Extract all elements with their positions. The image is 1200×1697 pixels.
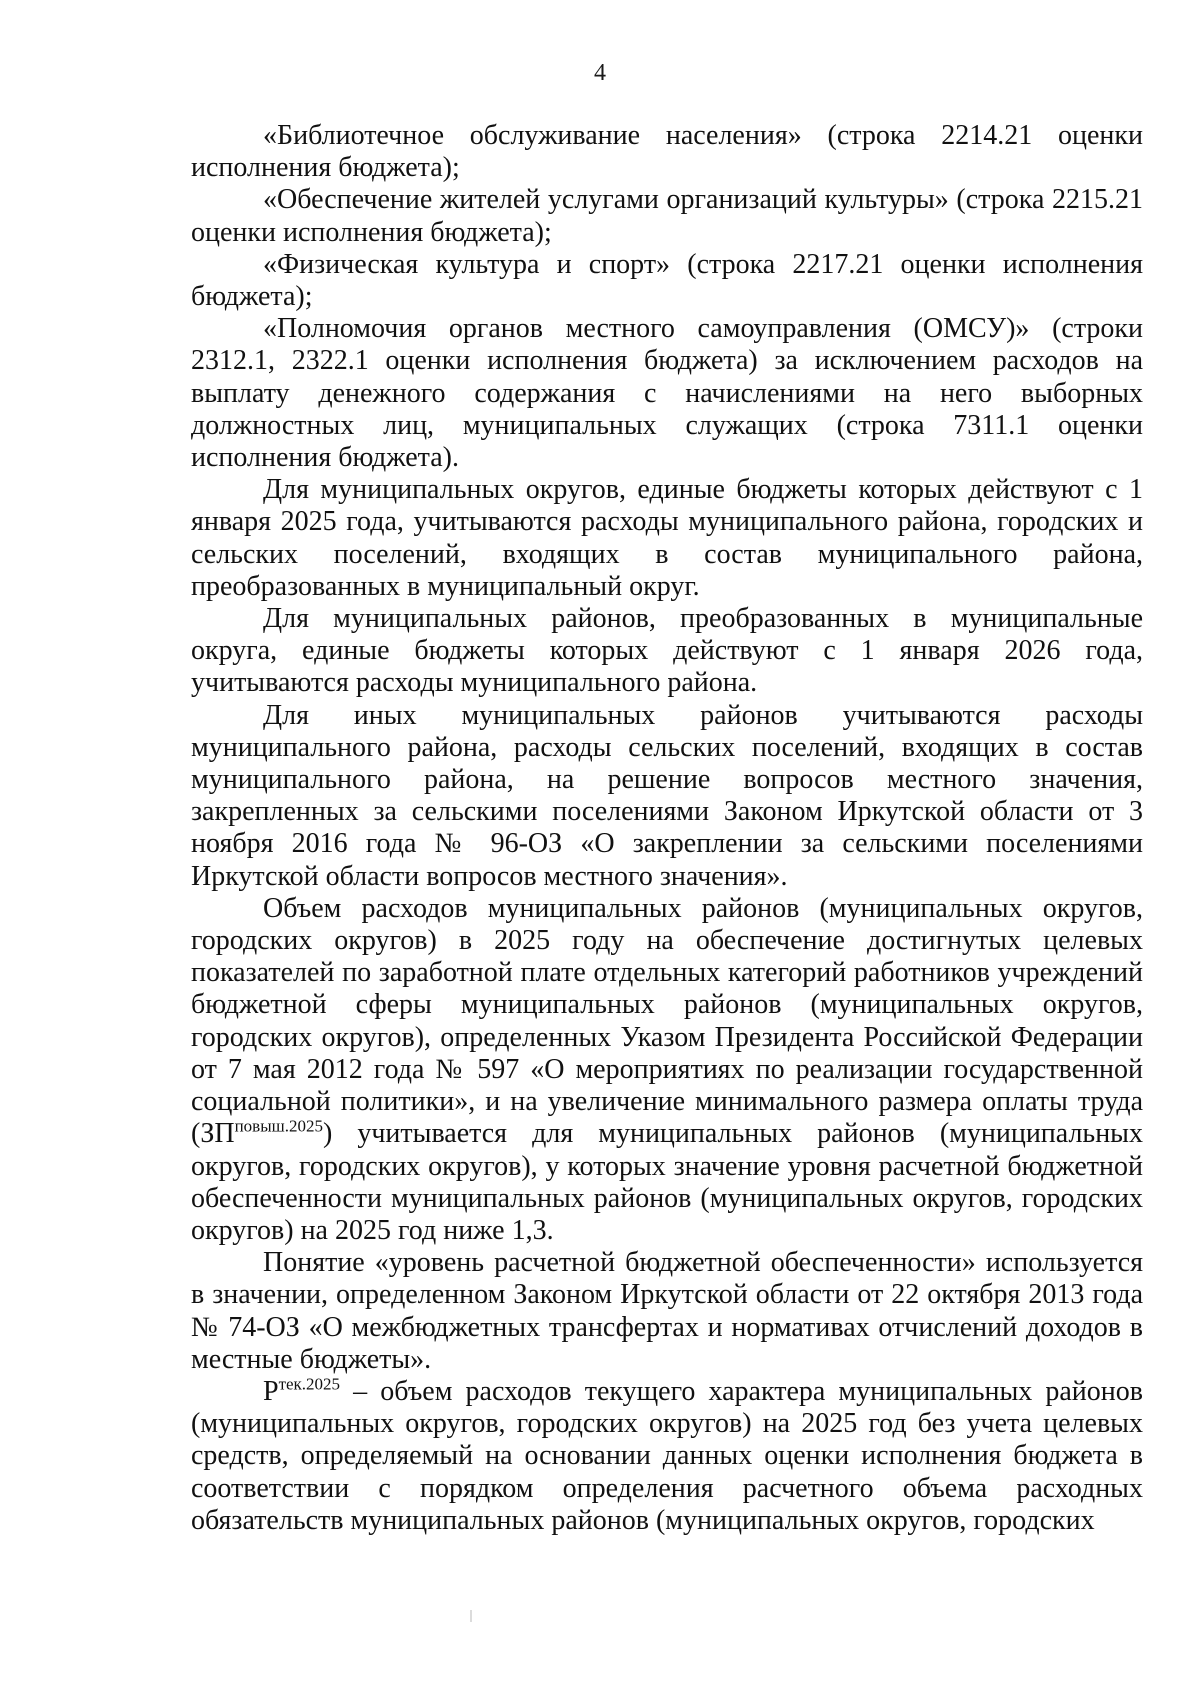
paragraph-current-expenses [191,1376,1143,1537]
zp-superscript: повыш.2025 [234,1116,323,1136]
paragraph-library-services: «Библиотечное обслуживание населения» (строка 2214.21 оценки исполнения бюджета); [191,120,1143,184]
paragraph-physical-culture: «Физическая культура и спорт» (строка 2217.21 оценки исполнения бюджета); [191,248,1143,313]
paragraph-municipal-okrugs-2025: Для муниципальных округов, единые бюджеты которых действуют с 1 января 2025 года, учитываются расходы муниципального района, городских и сельских поселений, входящих в состав муниципального района, преобразованных в муниципальный округ. [191,474,1143,602]
paragraph-omsu-powers: «Полномочия органов местного самоуправления (ОМСУ)» (строки 2312.1, 2322.1 оценки исполнения бюджета) за исключением расходов на выплату денежного содержания с начислениями на него выборных должностных лиц, муниципальных служащих (строка 7311.1 оценки исполнения бюджета). [191,313,1143,474]
paragraph-salary-expenses-after: ) учитывается для муниципальных районов (муниципальных округов, городских округов), у которых значение уровня расчетной бюджетной обеспеченности муниципальных районов (муниципальных округов, городских округов) на 2025 год ниже 1,3. [191,1118,1143,1246]
paragraph-budget-sufficiency-concept: Понятие «уровень расчетной бюджетной обеспеченности» используется в значении, определенном Законом Иркутской области от 22 октября 2013 года № 74-ОЗ «О межбюджетных трансфертах и нормативах отчислений доходов в местные бюджеты». [191,1247,1143,1375]
p-symbol: P [263,1375,279,1407]
p-superscript: тек.2025 [278,1374,341,1394]
paragraph-culture-services: «Обеспечение жителей услугами организаций культуры» (строка 2215.21 оценки исполнения бюджета); [191,184,1143,248]
paragraph-other-districts: Для иных муниципальных районов учитываются расходы муниципального района, расходы сельских поселений, входящих в состав муниципального района, на решение вопросов местного значения, закрепленных за сельскими поселениями Законом Иркутской области от 3 ноября 2016 года № 96-ОЗ «О закреплении за сельскими поселениями Иркутской области вопросов местного значения». [191,699,1143,892]
scan-artifact [470,1610,472,1622]
page-number: 4 [594,60,606,86]
paragraph-salary-expenses-before: Объем расходов муниципальных районов (муниципальных округов, городских округов) в 2025 году на обеспечение достигнутых целевых показателей по заработной плате отдельных категорий работников учреждений бюджетной сферы муниципальных районов (муниципальных округов, городских округов), определенных Указом Президента Российской Федерации от 7 мая 2012 года № 597 «О мероприятиях по реализации государственной социальной политики», и на увеличение минимального размера оплаты труда (ЗП [191,892,1143,1150]
document-body [191,120,1143,1537]
paragraph-current-expenses-after: – объем расходов текущего характера муниципальных районов (муниципальных округов, городских округов) на 2025 год без учета целевых средств, определяемый на основании данных оценки исполнения бюджета в соответствии с порядком определения расчетного объема расходных обязательств муниципальных районов (муниципальных округов, городских [191,1375,1143,1536]
paragraph-municipal-districts-2026: Для муниципальных районов, преобразованных в муниципальные округа, единые бюджеты которых действуют с 1 января 2026 года, учитываются расходы муниципального района. [191,603,1143,699]
paragraph-salary-expenses [191,893,1143,1247]
